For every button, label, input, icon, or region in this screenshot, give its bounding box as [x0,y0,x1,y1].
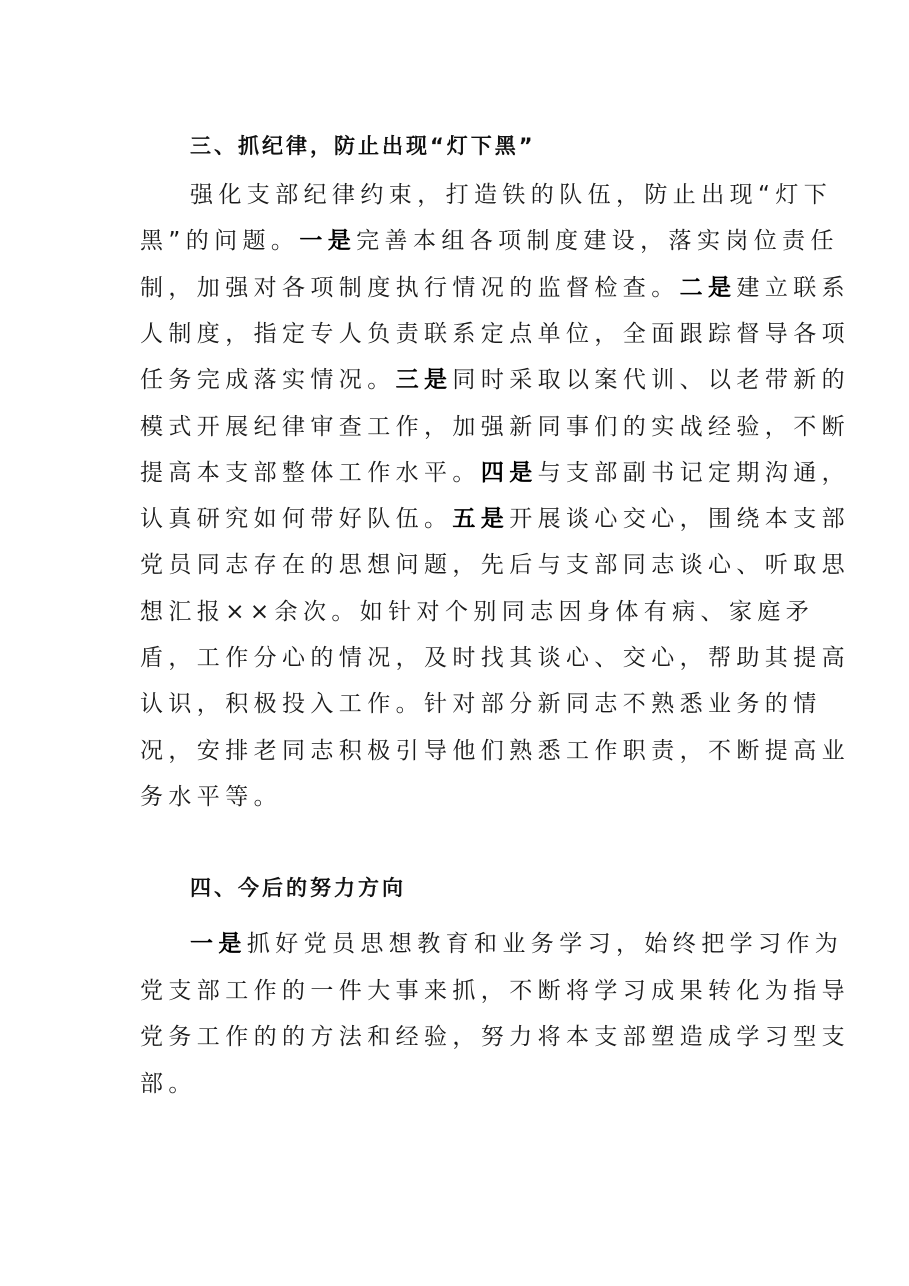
body-text: 开展谈心交心，围绕本支部 [509,506,851,533]
body-text: 党支部工作的一件大事来抓，不断将学习成果转化为指导 [140,977,850,1004]
body-text: 与支部副书记定期沟通， [537,459,851,486]
body-text: 制，加强对各项制度执行情况的监督检查。 [140,274,680,301]
paragraph-line [140,408,850,441]
body-text: 盾，工作分心的情况，及时找其谈心、交心，帮助其提高 [140,645,850,671]
body-text: 务水平等。 [140,783,282,810]
emphasis-text: 一是 [190,931,247,957]
paragraph-line [190,925,843,958]
paragraph-line [140,1065,197,1098]
paragraph-line [140,269,850,302]
body-text: 任务完成落实情况。 [140,367,396,394]
body-text: 党员同志存在的思想问题，先后与支部同志谈心、听取思 [140,552,850,579]
paragraph-line [140,685,822,718]
body-text: 党务工作的的方法和经验，努力将本支部塑造成学习型支 [140,1024,850,1050]
paragraph-line [190,176,832,209]
emphasis-text: 二是 [679,274,737,301]
body-text: 同时采取以案代训、以老带新的 [452,367,851,394]
body-text: 强化支部纪律约束，打造铁的队伍，防止出现“灯下 [190,182,833,208]
emphasis-text: 五是 [452,506,510,533]
paragraph-line [140,315,850,348]
body-text: 人制度，指定专人负责联系定点单位，全面跟踪督导各项 [140,320,850,347]
paragraph-line [140,546,850,579]
body-text: 完善本组各项制度建设，落实岗位责任 [356,228,839,255]
body-text: 提高本支部整体工作水平。 [140,459,481,486]
emphasis-text: 四是 [480,459,538,486]
paragraph-line [140,639,850,672]
emphasis-text: 三是 [395,367,453,394]
body-text: 认真研究如何带好队伍。 [140,506,453,533]
body-text: 况，安排老同志积极引导他们熟悉工作职责，不断提高业 [140,737,850,764]
section-heading-4: 四、今后的努力方向 [190,876,406,900]
body-text: 抓好党员思想教育和业务学习，始终把学习作为 [246,931,844,957]
body-text: 建立联系 [736,274,851,301]
section-heading-3: 三、抓纪律，防止出现“灯下黑” [190,134,536,158]
paragraph-line [140,500,850,533]
paragraph-line [140,972,850,1005]
body-text: 想汇报××余次。如针对个别同志因身体有病、家庭矛 [140,598,815,625]
paragraph-line [140,593,814,626]
paragraph-line [140,222,839,255]
body-text: 认识，积极投入工作。针对部分新同志不熟悉业务的情 [140,691,822,718]
paragraph-line [140,778,282,811]
body-text: 模式开展纪律审查工作，加强新同事们的实战经验，不断 [140,413,850,440]
body-text: 部。 [140,1070,197,1097]
paragraph-line [140,454,850,487]
emphasis-text: 一是 [299,228,357,255]
paragraph-line [140,361,850,394]
paragraph-line [140,732,850,765]
paragraph-line [140,1018,850,1051]
body-text: 黑”的问题。 [140,228,300,255]
